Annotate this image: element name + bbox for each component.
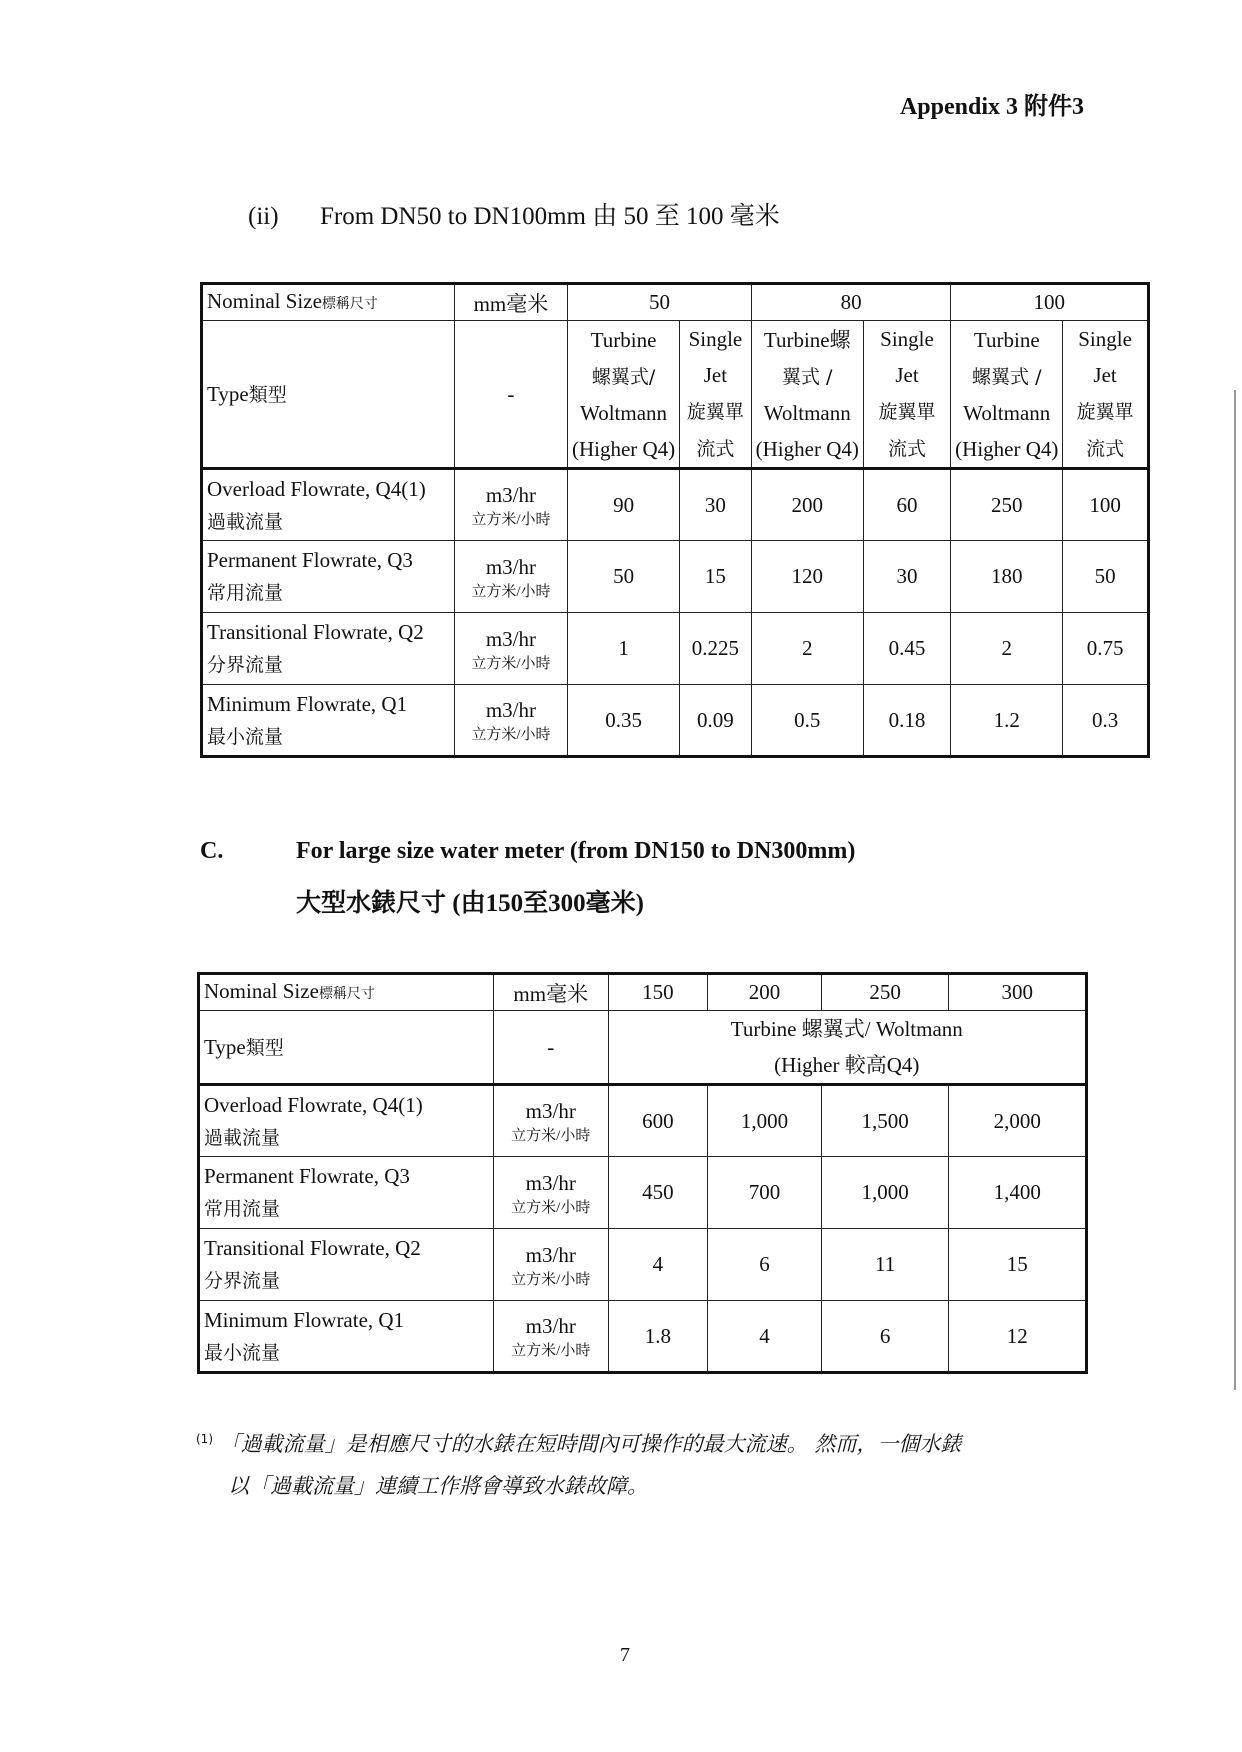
footnote-marker: (1): [196, 1432, 213, 1446]
page-number: 7: [620, 1644, 630, 1666]
row-unit: m3/hr 立方米/小時: [454, 469, 567, 541]
row-label: Transitional Flowrate, Q2 分界流量: [199, 1229, 494, 1301]
row-label: Overload Flowrate, Q4(1) 過載流量: [202, 469, 455, 541]
table-cell: 2,000: [949, 1085, 1087, 1157]
row-label: Permanent Flowrate, Q3 常用流量: [202, 541, 455, 613]
section-title: For large size water meter (from DN150 to DN300mm): [296, 838, 856, 864]
size-header: 80: [751, 284, 951, 321]
type-header: Type類型: [202, 321, 455, 469]
table-cell: 200: [751, 469, 863, 541]
table-cell: 0.3: [1063, 685, 1149, 757]
row-label: Permanent Flowrate, Q3 常用流量: [199, 1157, 494, 1229]
table-cell: 0.5: [751, 685, 863, 757]
row-label: Transitional Flowrate, Q2 分界流量: [202, 613, 455, 685]
section-c-heading: [200, 838, 855, 919]
table-cell: 1: [568, 613, 680, 685]
nominal-size-header: Nominal Size標稱尺寸: [199, 974, 494, 1011]
table-cell: 1,000: [708, 1085, 822, 1157]
row-unit: m3/hr 立方米/小時: [454, 541, 567, 613]
table-cell: 100: [1063, 469, 1149, 541]
table-cell: 60: [863, 469, 951, 541]
size-header: 300: [949, 974, 1087, 1011]
table-row: [199, 1229, 1087, 1301]
row-unit: m3/hr 立方米/小時: [454, 613, 567, 685]
type-cell: Single Jet 旋翼單 流式: [679, 321, 751, 469]
table-cell: 11: [821, 1229, 949, 1301]
table-cell: 1,000: [821, 1157, 949, 1229]
table-cell: 450: [608, 1157, 708, 1229]
size-header: 250: [821, 974, 949, 1011]
unit-header: mm毫米: [454, 284, 567, 321]
table-row: [199, 1301, 1087, 1373]
table-cell: 90: [568, 469, 680, 541]
table-cell: 15: [679, 541, 751, 613]
table-cell: 0.35: [568, 685, 680, 757]
section-title-cn: 大型水錶尺寸 (由150至300毫米): [296, 890, 644, 917]
table-row: [202, 685, 1149, 757]
footnote-line: 以「過載流量」連續工作將會導致水錶故障。: [228, 1474, 648, 1498]
type-cell: Turbine螺 翼式 / Woltmann (Higher Q4): [751, 321, 863, 469]
row-unit: m3/hr 立方米/小時: [493, 1157, 608, 1229]
row-label: Overload Flowrate, Q4(1) 過載流量: [199, 1085, 494, 1157]
table-cell: 4: [708, 1301, 822, 1373]
footnote: [196, 1418, 1096, 1507]
table-cell: 2: [751, 613, 863, 685]
size-header: 50: [568, 284, 752, 321]
table-cell: 250: [951, 469, 1063, 541]
table-cell: 0.09: [679, 685, 751, 757]
table-cell: 1,400: [949, 1157, 1087, 1229]
table-cell: 30: [679, 469, 751, 541]
table-cell: 120: [751, 541, 863, 613]
table-cell: 6: [708, 1229, 822, 1301]
table-row: [202, 469, 1149, 541]
table-cell: 1.2: [951, 685, 1063, 757]
table-cell: 180: [951, 541, 1063, 613]
row-unit: m3/hr 立方米/小時: [454, 685, 567, 757]
table-cell: 1.8: [608, 1301, 708, 1373]
type-unit: -: [454, 321, 567, 469]
scan-edge-line: [1234, 390, 1236, 1390]
flowrate-table-large: [197, 972, 1088, 1374]
table-cell: 50: [1063, 541, 1149, 613]
subheading-text: From DN50 to DN100mm 由 50 至 100 毫米: [320, 203, 780, 230]
table-row: [202, 613, 1149, 685]
type-header: Type類型: [199, 1011, 494, 1085]
table-cell: 15: [949, 1229, 1087, 1301]
table-cell: 30: [863, 541, 951, 613]
size-header: 100: [951, 284, 1149, 321]
footnote-line: 「過載流量」是相應尺寸的水錶在短時間內可操作的最大流速。 然而，一個水錶: [219, 1432, 962, 1456]
table-cell: 4: [608, 1229, 708, 1301]
type-cell: Turbine 螺翼式 / Woltmann (Higher Q4): [951, 321, 1063, 469]
table-row: [199, 1085, 1087, 1157]
table-cell: 0.45: [863, 613, 951, 685]
row-label: Minimum Flowrate, Q1 最小流量: [199, 1301, 494, 1373]
table-cell: 50: [568, 541, 680, 613]
row-unit: m3/hr 立方米/小時: [493, 1301, 608, 1373]
section-letter: C.: [200, 838, 224, 864]
subheading-number: (ii): [248, 203, 279, 230]
nominal-size-header: Nominal Size標稱尺寸: [202, 284, 455, 321]
type-cell: Turbine 螺翼式/ Woltmann (Higher Q4): [568, 321, 680, 469]
size-header: 150: [608, 974, 708, 1011]
table-cell: 12: [949, 1301, 1087, 1373]
subheading: [248, 196, 780, 232]
table-cell: 600: [608, 1085, 708, 1157]
type-cell: Single Jet 旋翼單 流式: [1063, 321, 1149, 469]
type-cell: Turbine 螺翼式/ Woltmann (Higher 較高Q4): [608, 1011, 1086, 1085]
table-row: [202, 541, 1149, 613]
row-label: Minimum Flowrate, Q1 最小流量: [202, 685, 455, 757]
table-cell: 700: [708, 1157, 822, 1229]
flowrate-table-small: [200, 282, 1150, 758]
type-unit: -: [493, 1011, 608, 1085]
row-unit: m3/hr 立方米/小時: [493, 1085, 608, 1157]
size-header: 200: [708, 974, 822, 1011]
table-row: [199, 1157, 1087, 1229]
type-cell: Single Jet 旋翼單 流式: [863, 321, 951, 469]
table-cell: 0.75: [1063, 613, 1149, 685]
appendix-label: Appendix 3 附件3: [899, 94, 1084, 120]
unit-header: mm毫米: [493, 974, 608, 1011]
table-cell: 6: [821, 1301, 949, 1373]
table-cell: 1,500: [821, 1085, 949, 1157]
table-cell: 2: [951, 613, 1063, 685]
row-unit: m3/hr 立方米/小時: [493, 1229, 608, 1301]
table-cell: 0.225: [679, 613, 751, 685]
table-cell: 0.18: [863, 685, 951, 757]
